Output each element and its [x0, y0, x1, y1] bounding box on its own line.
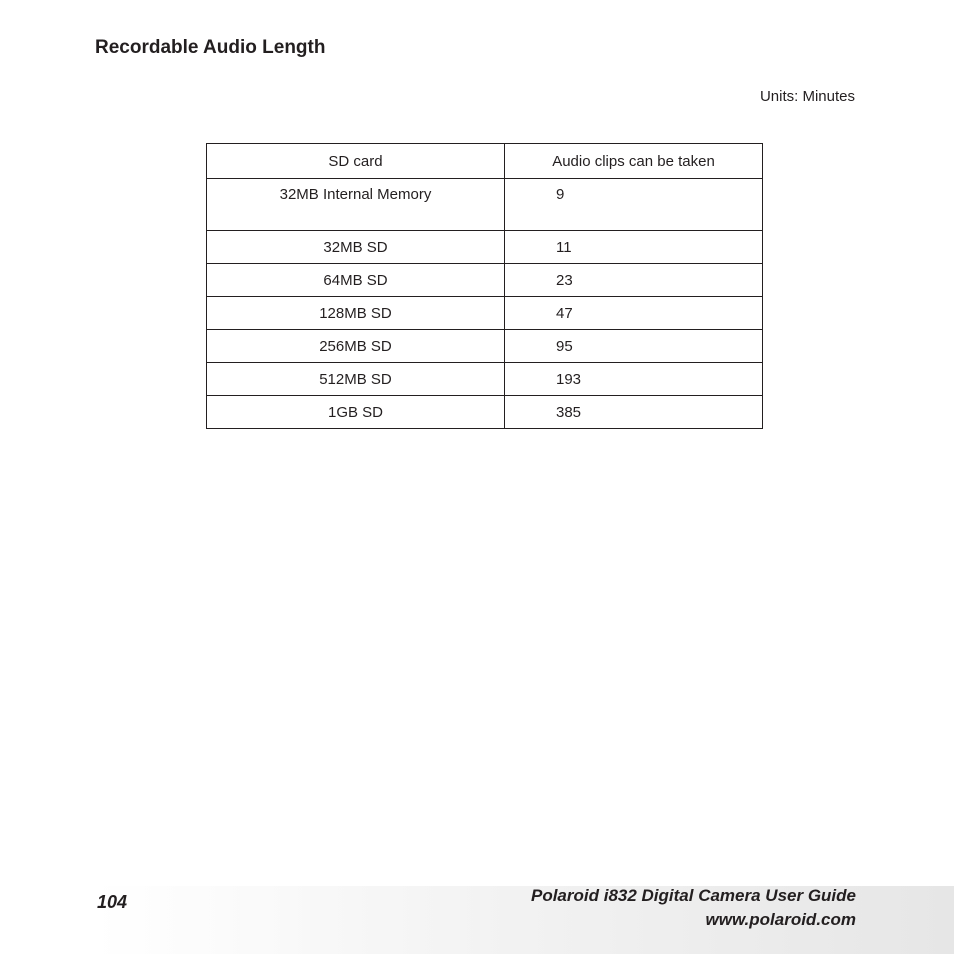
table-cell-minutes: 385: [505, 396, 763, 429]
table-header-row: [207, 144, 763, 179]
table-cell-minutes: 9: [505, 179, 763, 231]
table-row: [207, 179, 763, 231]
table-row: [207, 297, 763, 330]
table-cell-capacity: 32MB Internal Memory: [207, 179, 505, 231]
table-row: [207, 396, 763, 429]
table-row: [207, 231, 763, 264]
table-cell-capacity: 512MB SD: [207, 363, 505, 396]
table-cell-capacity: 256MB SD: [207, 330, 505, 363]
units-note: Units: Minutes: [759, 88, 855, 105]
table-row: [207, 330, 763, 363]
section-heading: Recordable Audio Length: [95, 37, 326, 58]
table-cell-minutes: 47: [505, 297, 763, 330]
table-row: [207, 264, 763, 297]
table-cell-capacity: 128MB SD: [207, 297, 505, 330]
guide-title: Polaroid i832 Digital Camera User Guide: [530, 886, 856, 905]
table-cell-capacity: 32MB SD: [207, 231, 505, 264]
table-cell-minutes: 193: [505, 363, 763, 396]
table-row: [207, 363, 763, 396]
column-header-sd-card: SD card: [207, 144, 505, 179]
table-cell-capacity: 1GB SD: [207, 396, 505, 429]
audio-length-table: [206, 143, 763, 429]
table-cell-minutes: 23: [505, 264, 763, 297]
column-header-audio-clips: Audio clips can be taken: [505, 144, 763, 179]
table-cell-minutes: 95: [505, 330, 763, 363]
website-url: www.polaroid.com: [705, 910, 856, 929]
table-cell-minutes: 11: [505, 231, 763, 264]
table-cell-capacity: 64MB SD: [207, 264, 505, 297]
page-number: 104: [97, 892, 128, 912]
